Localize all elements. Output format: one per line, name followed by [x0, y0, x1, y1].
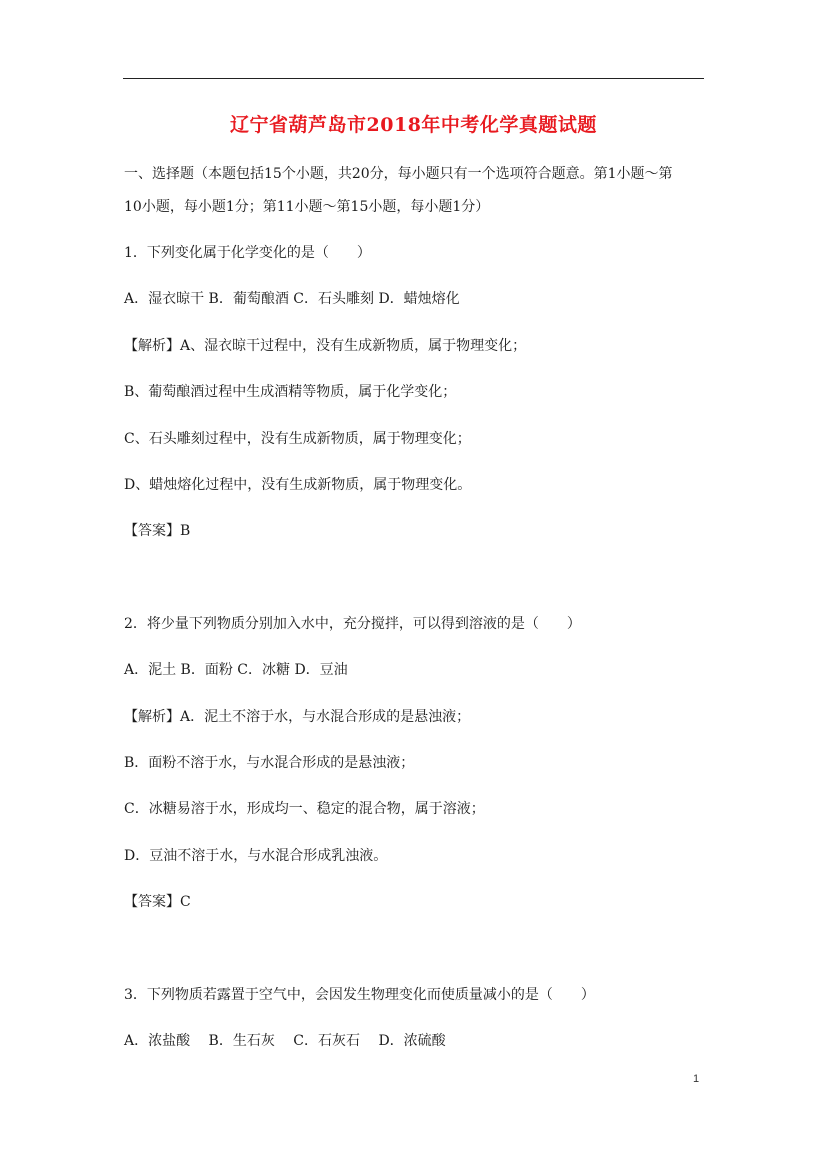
- section-heading-line-1: 一、选择题（本题包括15个小题，共20分，每小题只有一个选项符合题意。第1小题～第: [124, 166, 673, 182]
- question-1-options: A．湿衣晾干 B．葡萄酿酒 C．石头雕刻 D．蜡烛熔化: [124, 291, 460, 307]
- question-1-analysis-a: 【解析】A、湿衣晾干过程中，没有生成新物质，属于物理变化；: [124, 338, 527, 354]
- question-2-answer: 【答案】C: [124, 894, 191, 910]
- question-3: 3．下列物质若露置于空气中，会因发生物理变化而使质量减小的是（ ）: [124, 987, 595, 1003]
- question-1: 1．下列变化属于化学变化的是（ ）: [124, 245, 371, 261]
- question-1-analysis-b: B、葡萄酿酒过程中生成酒精等物质，属于化学变化；: [124, 384, 457, 400]
- header-rule: [123, 78, 704, 79]
- question-1-answer: 【答案】B: [124, 523, 191, 539]
- question-1-analysis-c: C、石头雕刻过程中，没有生成新物质，属于物理变化；: [124, 431, 471, 447]
- question-1-analysis-d: D、蜡烛熔化过程中，没有生成新物质，属于物理变化。: [124, 477, 472, 493]
- section-heading-line-2: 10小题，每小题1分；第11小题～第15小题，每小题1分）: [124, 199, 490, 215]
- question-3-options: A．浓盐酸 B．生石灰 C．石灰石 D．浓硫酸: [124, 1033, 446, 1049]
- document-title: 辽宁省葫芦岛市2018年中考化学真题试题: [230, 114, 597, 136]
- question-2-analysis-b: B．面粉不溶于水，与水混合形成的是悬浊液；: [124, 755, 415, 771]
- question-2-analysis-c: C．冰糖易溶于水，形成均一、稳定的混合物，属于溶液；: [124, 801, 485, 817]
- page-number: 1: [693, 1073, 700, 1085]
- question-2-options: A．泥土 B．面粉 C．冰糖 D．豆油: [124, 662, 348, 678]
- question-2: 2．将少量下列物质分别加入水中，充分搅拌，可以得到溶液的是（ ）: [124, 616, 581, 632]
- question-2-analysis-a: 【解析】A．泥土不溶于水，与水混合形成的是悬浊液；: [124, 709, 471, 725]
- question-2-analysis-d: D．豆油不溶于水，与水混合形成乳浊液。: [124, 848, 388, 864]
